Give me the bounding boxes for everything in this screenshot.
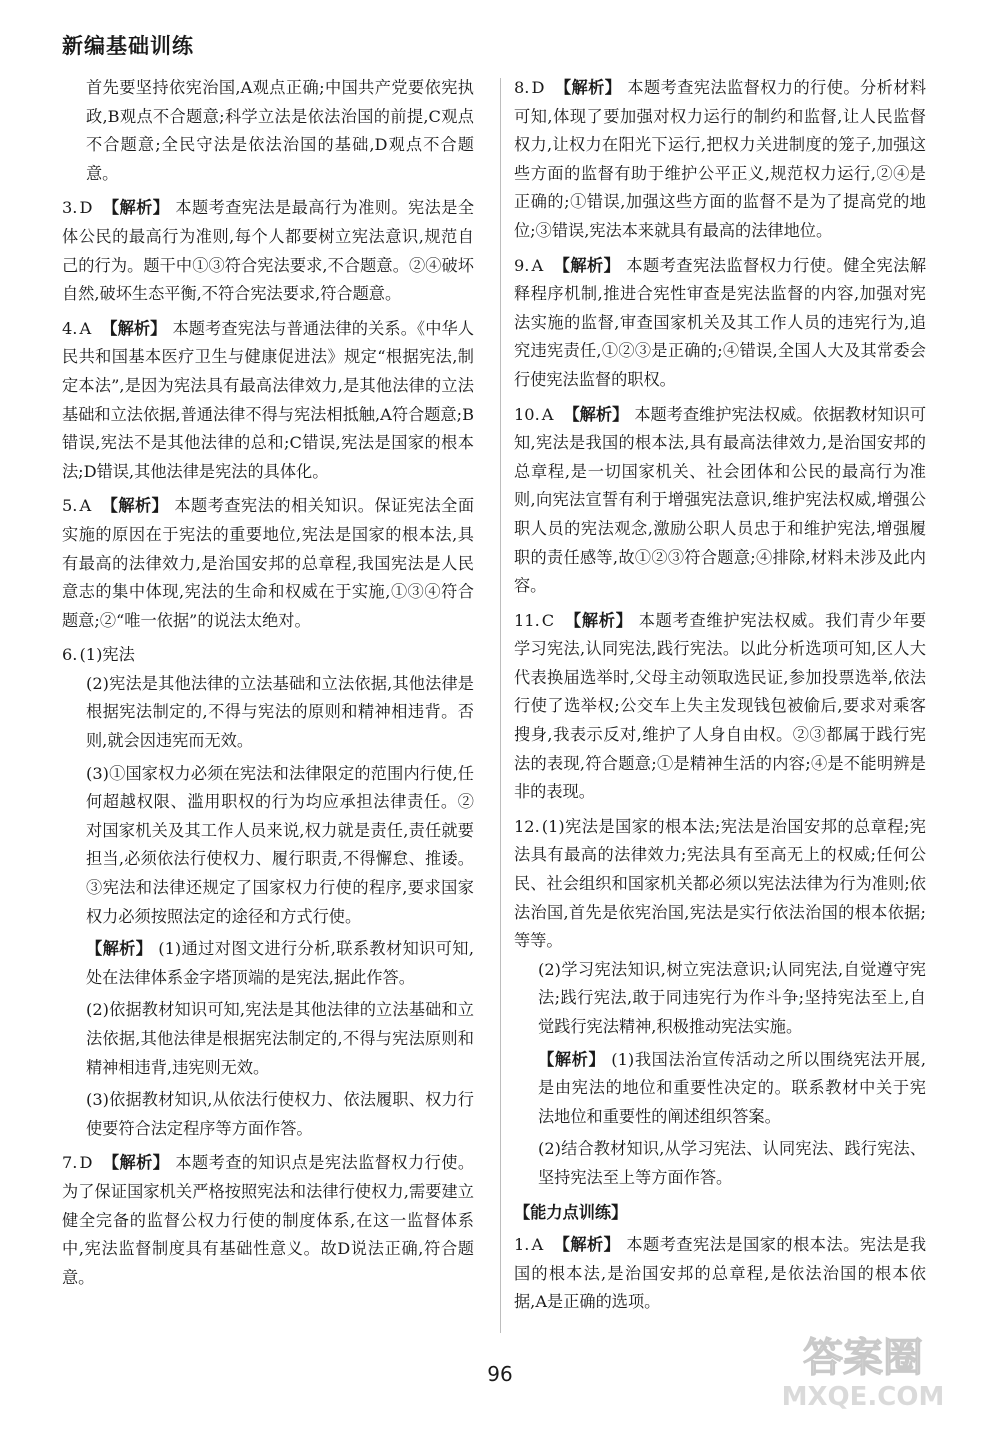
- answer-item-4: [62, 315, 474, 487]
- answer-letter: A: [531, 255, 544, 275]
- answer-item-11: [514, 607, 926, 807]
- answer-letter: A: [531, 1235, 544, 1255]
- analysis-tag: 【解析】: [102, 198, 170, 218]
- analysis-text: 本题考查宪法的相关知识。保证宪法全面实施的原因在于宪法的重要地位,宪法是国家的根本法,具有最高的法律效力,是治国安邦的总章程,我国宪法是人民意志的集中体现,宪法的生命和权威在于实施,①③④符合题意;②“唯一依据”的说法太绝对。: [62, 496, 475, 630]
- answer-letter: D: [79, 1153, 93, 1173]
- answer-item-10: [514, 401, 926, 601]
- analysis-tag: 【解析】: [564, 610, 633, 630]
- item-number: 12.: [514, 816, 540, 836]
- analysis-tag: 【解析】: [538, 1049, 606, 1069]
- answer-part-1: (1)宪法是国家的根本法;宪法是治国安邦的总章程;宪法具有最高的法律效力;宪法具有至高无上的权威;任何公民、社会组织和国家机关都必须以宪法法律为行为准则;依法治国,首先是依宪治国,宪法是实行依法治国的根本依据;等等。: [514, 816, 926, 951]
- section-heading: 【能力点训练】: [514, 1202, 628, 1222]
- answer-item-3: [62, 194, 474, 308]
- item-number: 4.: [62, 318, 78, 338]
- explanation-2: (2)结合教材知识,从学习宪法、认同宪法、践行宪法、坚持宪法至上等方面作答。: [538, 1139, 926, 1187]
- explanation-3: (3)依据教材知识,从依法行使权力、依法履职、权力行使要符合法定程序等方面作答。: [86, 1090, 474, 1138]
- answer-letter: A: [79, 496, 92, 516]
- analysis-tag: 【解析】: [101, 496, 169, 516]
- answer-item-12: [514, 813, 926, 1193]
- explanation-1: (1)我国法治宣传活动之所以围绕宪法开展,是由宪法的地位和重要性决定的。联系教材中关于宪法地位和重要性的阐述组织答案。: [538, 1049, 927, 1126]
- right-column: [514, 74, 926, 1323]
- answer-item-6: [62, 641, 474, 1143]
- answer-part-3: (3)①国家权力必须在宪法和法律限定的范围内行使,任何超越权限、滥用职权的行为均应承担法律责任。②对国家机关及其工作人员来说,权力就是责任,责任就要担当,必须依法行使权力、履行职责,不得懈怠、推诿。③宪法和法律还规定了国家权力行使的程序,要求国家权力必须按照法定的途径和方式行使。: [86, 763, 474, 926]
- analysis-tag: 【解析】: [553, 1235, 621, 1255]
- column-divider: [500, 78, 501, 1333]
- answer-letter: D: [79, 198, 93, 218]
- page-number: 96: [487, 1362, 513, 1386]
- item-number: 1.: [514, 1235, 530, 1255]
- analysis-tag: 【解析】: [553, 255, 621, 275]
- answer-part-1: (1)宪法: [79, 645, 135, 665]
- watermark-logo: [768, 1323, 958, 1413]
- continued-paragraph: 首先要坚持依宪治国,A观点正确;中国共产党要依宪执政,B观点不合题意;科学立法是依法治国的前提,C观点不合题意;全民守法是依法治国的基础,D观点不合题意。: [86, 78, 474, 183]
- item-number: 7.: [62, 1153, 78, 1173]
- analysis-tag: 【解析】: [86, 939, 153, 959]
- explanation-1: (1)通过对图文进行分析,联系教材知识可知,处在法律体系金字塔顶端的是宪法,据此作答。: [86, 939, 474, 987]
- answer-letter: A: [541, 404, 554, 424]
- item-number: 8.: [514, 78, 530, 97]
- analysis-text: 本题考查维护宪法权威。依据教材知识可知,宪法是我国的根本法,具有最高法律效力,是治国安邦的总章程,是一切国家机关、社会团体和公民的最高行为准则,向宪法宣誓有利于增强宪法意识,维护宪法权威,增强公职人员的宪法观念,激励公职人员忠于和维护宪法,增强履职的责任感等,故①②③符合题意;④排除,材料未涉及此内容。: [514, 404, 927, 596]
- watermark-text-cn: 答案圈: [803, 1335, 923, 1381]
- analysis-text: 本题考查维护宪法权威。我们青少年要学习宪法,认同宪法,践行宪法。以此分析选项可知,区人大代表换届选举时,父母主动领取选民证,参加投票选举,依法行使了选举权;公交车上失主发现钱包被偷后,要求对乘客搜身,我表示反对,维护了人身自由权。②③都属于践行宪法的表现,符合题意;①是精神生活的内容;④是不能明辨是非的表现。: [514, 610, 927, 802]
- answer-item-5: [62, 492, 474, 635]
- item-number: 5.: [62, 496, 78, 516]
- analysis-tag: 【解析】: [102, 1153, 170, 1173]
- analysis-text: 本题考查宪法监督权力的行使。分析材料可知,体现了要加强对权力运行的制约和监督,让人民监督权力,让权力在阳光下运行,把权力关进制度的笼子,加强这些方面的监督有助于维护公平正义,规范权力运行,②④是正确的;①错误,加强这些方面的监督不是为了提高党的地位;③错误,宪法本来就具有最高的法律地位。: [514, 78, 927, 240]
- answer-item-8: [514, 74, 926, 246]
- answer-letter: C: [541, 610, 555, 630]
- analysis-tag: 【解析】: [554, 78, 622, 97]
- item-number: 10.: [514, 404, 540, 424]
- analysis-text: 本题考查宪法是国家的根本法。宪法是我国的根本法,是治国安邦的总章程,是依法治国的根本依据,A是正确的选项。: [514, 1235, 927, 1312]
- item-number: 6.: [62, 645, 78, 665]
- book-title: 新编基础训练: [62, 34, 194, 58]
- item-number: 3.: [62, 198, 78, 218]
- answer-letter: A: [79, 318, 92, 338]
- analysis-text: 本题考查的知识点是宪法监督权力行使。为了保证国家机关严格按照宪法和法律行使权力,需要建立健全完备的监督公权力行使的制度体系,在这一监督体系中,宪法监督制度具有基础性意义。故D说法正确,符合题意。: [62, 1153, 475, 1287]
- answer-item-7: [62, 1149, 474, 1292]
- watermark-text-en: MXQE.COM: [781, 1382, 945, 1412]
- analysis-tag: 【解析】: [563, 404, 629, 424]
- ability-item-1: [514, 1231, 926, 1317]
- analysis-text: 本题考查宪法是最高行为准则。宪法是全体公民的最高行为准则,每个人都要树立宪法意识,规范自己的行为。题干中①③符合宪法要求,不合题意。②④破坏自然,破坏生态平衡,不符合宪法要求,符合题意。: [62, 198, 475, 304]
- answer-letter: D: [531, 78, 545, 97]
- analysis-text: 本题考查宪法与普通法律的关系。《中华人民共和国基本医疗卫生与健康促进法》规定“根据宪法,制定本法”,是因为宪法具有最高法律效力,是其他法律的立法基础和立法依据,普通法律不得与宪法相抵触,A符合题意;B错误,宪法不是其他法律的总和;C错误,宪法是国家的根本法;D错误,其他法律是宪法的具体化。: [62, 318, 474, 481]
- answer-item-9: [514, 252, 926, 395]
- answer-part-2: (2)宪法是其他法律的立法基础和立法依据,其他法律是根据宪法制定的,不得与宪法的原则和精神相违背。否则,就会因违宪而无效。: [86, 673, 474, 751]
- item-number: 11.: [514, 610, 540, 630]
- item-number: 9.: [514, 255, 530, 275]
- answer-part-2: (2)学习宪法知识,树立宪法意识;认同宪法,自觉遵守宪法;践行宪法,敢于同违宪行为作斗争;坚持宪法至上,自觉践行宪法精神,积极推动宪法实施。: [538, 959, 926, 1036]
- explanation-2: (2)依据教材知识可知,宪法是其他法律的立法基础和立法依据,其他法律是根据宪法制定的,不得与宪法原则和精神相违背,违宪则无效。: [86, 1000, 474, 1077]
- analysis-text: 本题考查宪法监督权力行使。健全宪法解释程序机制,推进合宪性审查是宪法监督的内容,加强对宪法实施的监督,审查国家机关及其工作人员的违宪行为,追究违宪责任,①②③是正确的;④错误,全国人大及其常委会行使宪法监督的职权。: [514, 255, 927, 389]
- analysis-tag: 【解析】: [101, 318, 167, 338]
- left-column: [62, 74, 474, 1298]
